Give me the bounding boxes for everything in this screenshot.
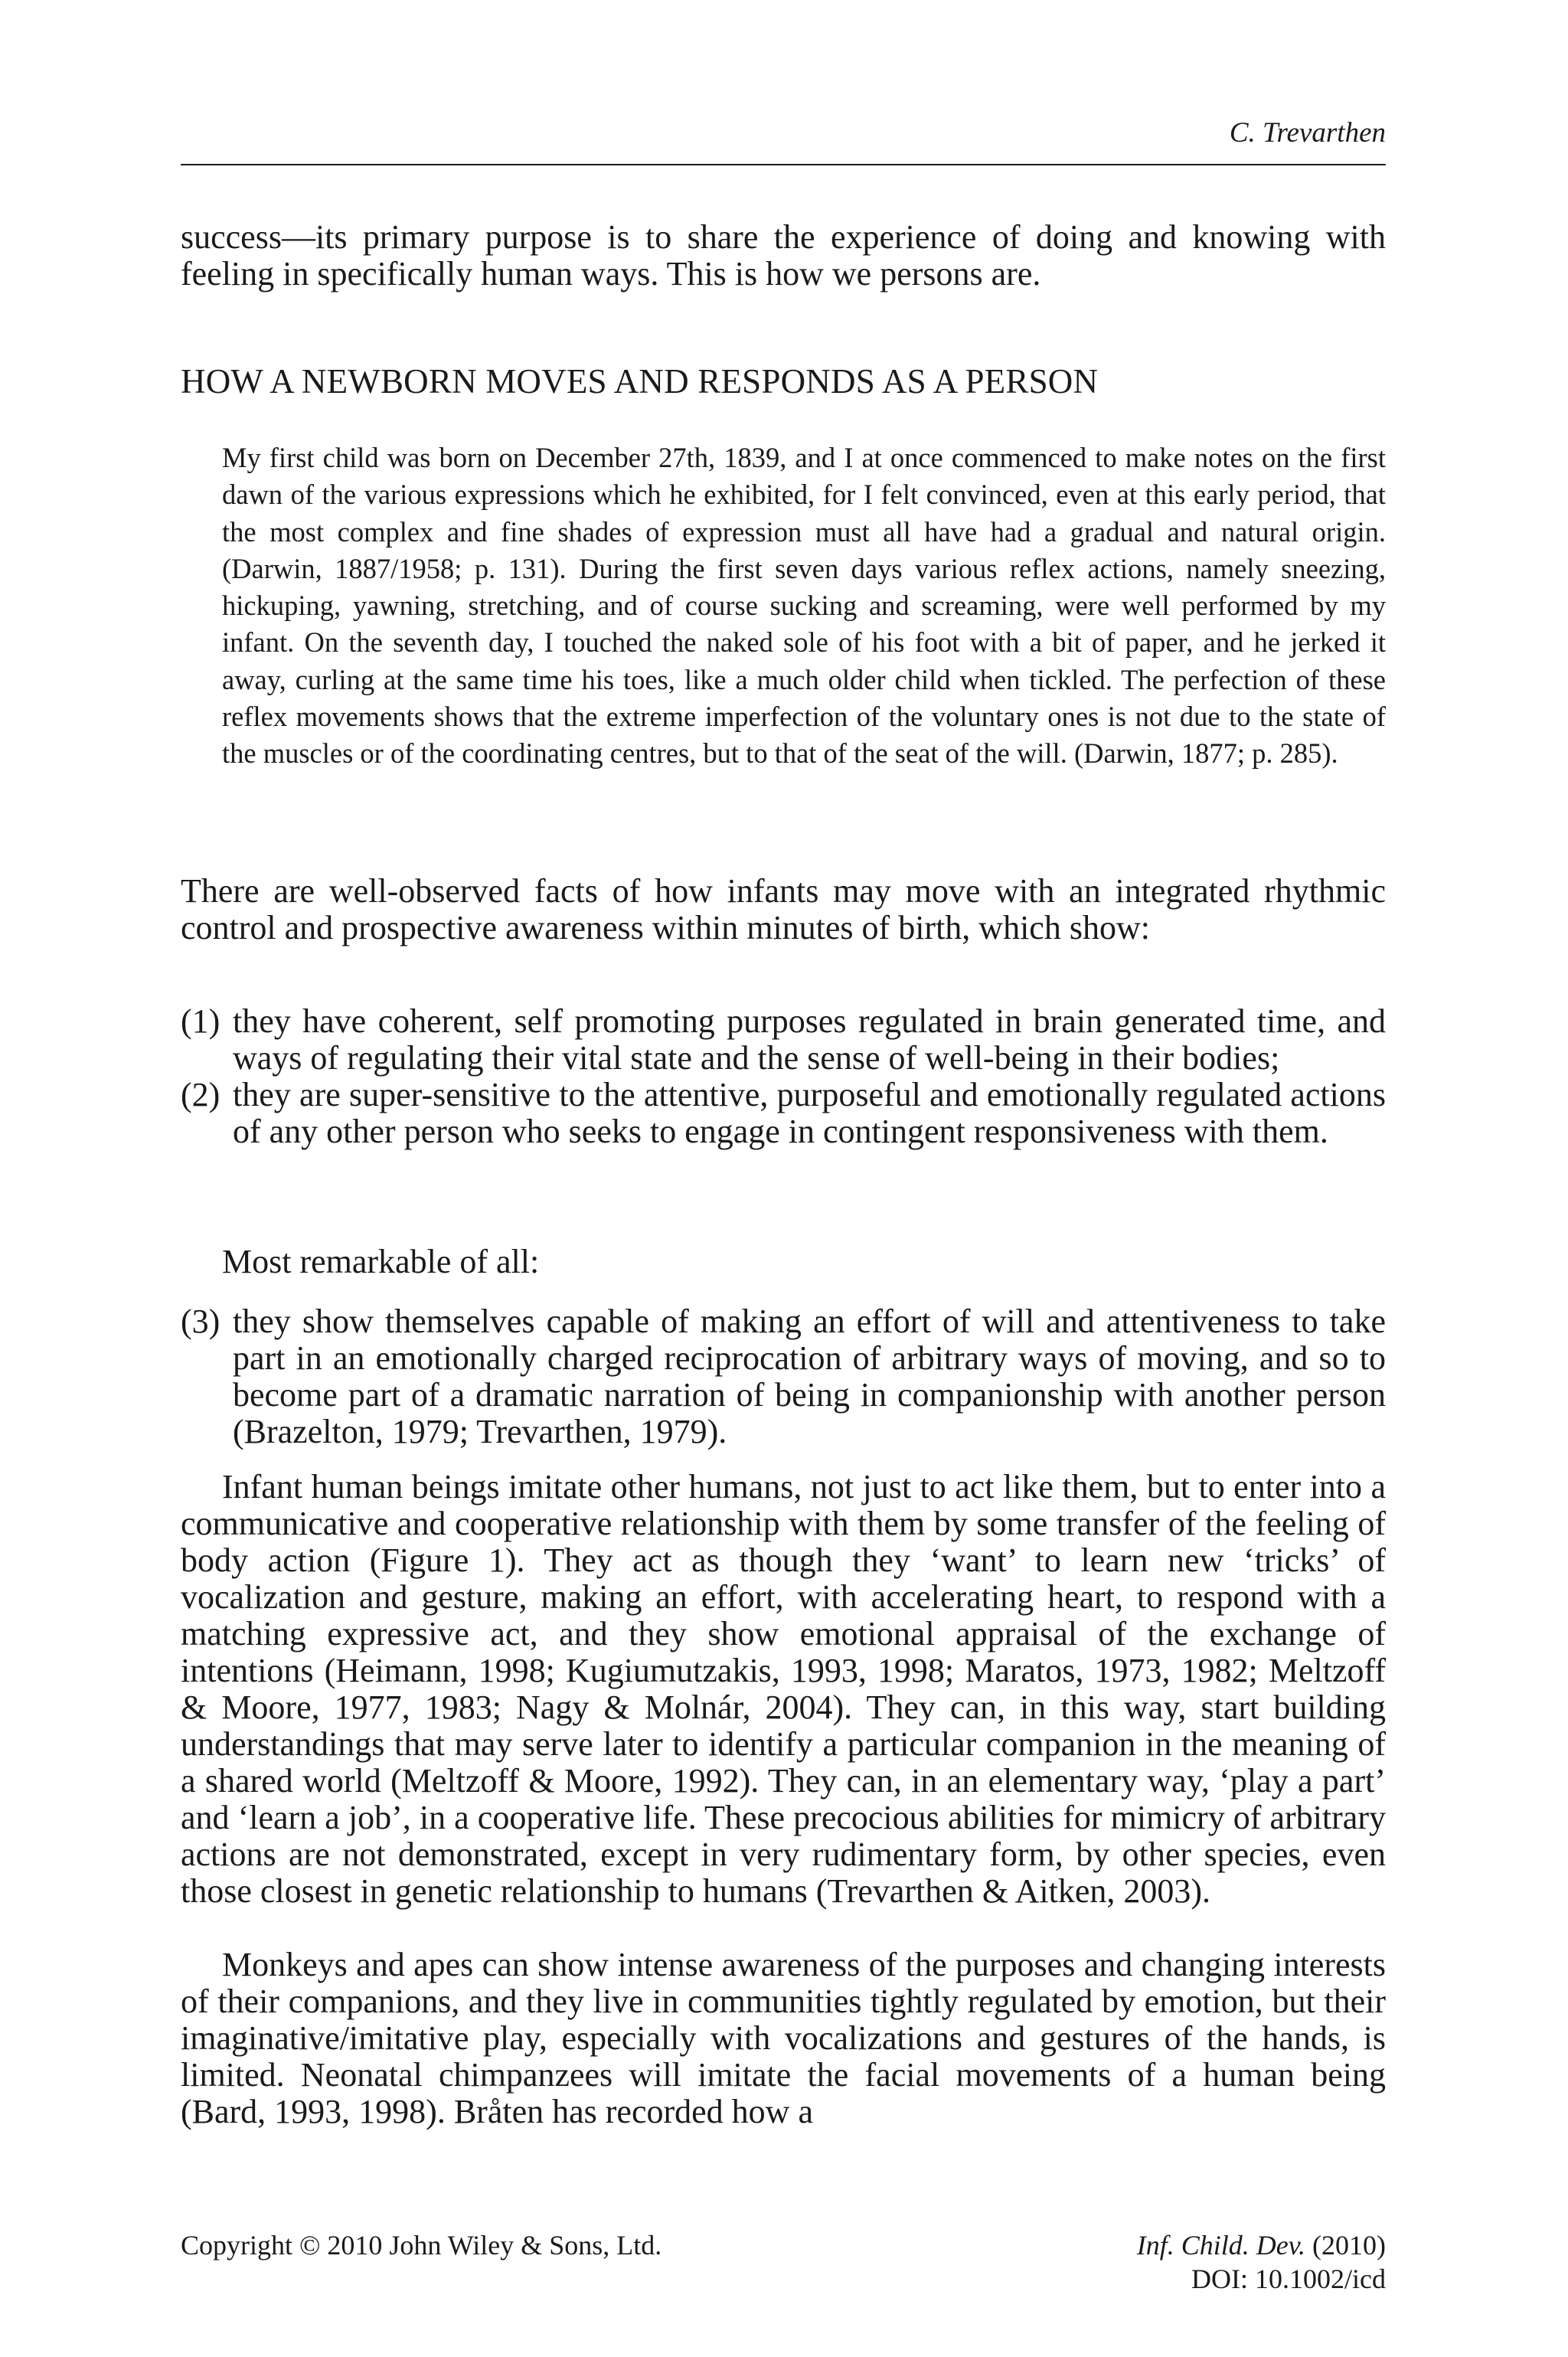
list-item-text: they show themselves capable of making an effort of will and attentiveness to take part in an emotionally charged reciprocation of arbitrary ways of moving, and so to become part of a dramatic narration of being in companionship with another person (Brazelton, 1979; Trevarthen, 1979). xyxy=(233,1303,1386,1450)
most-remarkable-line: Most remarkable of all: xyxy=(222,1243,540,1280)
journal-year: (2010) xyxy=(1312,2230,1386,2261)
paragraph-monkeys: Monkeys and apes can show intense awareness of the purposes and changing interests of their companions, and they live in communities tightly regulated by emotion, but their imaginative/imitative play, especially with vocalizations and gestures of the hands, is limited. Neonatal chimpanzees will imitate the facial movements of a human being (Bard, 1993, 1998). Bråten has recorded how a xyxy=(181,1946,1386,2130)
numbered-list-1 xyxy=(181,1003,1386,1150)
section-heading: HOW A NEWBORN MOVES AND RESPONDS AS A PERSON xyxy=(181,362,1099,400)
list-item-number: (1) xyxy=(181,1002,220,1040)
journal-line xyxy=(926,2228,1386,2262)
opening-paragraph: success—its primary purpose is to share the experience of doing and knowing with feeling in specifically human ways. This is how we persons are. xyxy=(181,218,1386,293)
intro-paragraph: There are well-observed facts of how infants may move with an integrated rhythmic control and prospective awareness within minutes of birth, which show: xyxy=(181,872,1386,946)
running-head: C. Trevarthen xyxy=(1229,117,1386,149)
paragraph-imitation: Infant human beings imitate other humans, not just to act like them, but to enter into a communicative and cooperative relationship with them by some transfer of the feeling of body action (Figure 1). They act as though they ‘want’ to learn new ‘tricks’ of vocalization and gesture, making an effort, with accelerating heart, to respond with a matching expressive act, and they show emotional appraisal of the exchange of intentions (Heimann, 1998; Kugiumutzakis, 1993, 1998; Maratos, 1973, 1982; Meltzoff & Moore, 1977, 1983; Nagy & Molnár, 2004). They can, in this way, start building understandings that may serve later to identify a particular companion in the meaning of a shared world (Meltzoff & Moore, 1992). They can, in an elementary way, ‘play a part’ and ‘learn a job’, in a cooperative life. These precocious abilities for mimicry of arbitrary actions are not demonstrated, except in very rudimentary form, by other species, even those closest in genetic relationship to humans (Trevarthen & Aitken, 2003). xyxy=(181,1468,1386,1910)
list-item xyxy=(181,1003,1386,1077)
block-quote: My first child was born on December 27th, 1839, and I at once commenced to make notes on the first dawn of the various expressions which he exhibited, for I felt convinced, even at this early period, that the most complex and fine shades of expression must all have had a gradual and natural origin. (Darwin, 1887/1958; p. 131). During the first seven days various reflex actions, namely sneezing, hickuping, yawning, stretching, and of course sucking and screaming, were well performed by my infant. On the seventh day, I touched the naked sole of his foot with a bit of paper, and he jerked it away, curling at the same time his toes, like a much older child when tickled. The perfection of these reflex movements shows that the extreme imperfection of the voluntary ones is not due to the state of the muscles or of the coordinating centres, but to that of the seat of the will. (Darwin, 1877; p. 285). xyxy=(222,442,1386,770)
journal-citation xyxy=(926,2228,1386,2296)
list-item-number: (3) xyxy=(181,1303,220,1340)
list-item-text: they are super-sensitive to the attentive, purposeful and emotionally regulated actions of any other person who seeks to engage in contingent responsiveness with them. xyxy=(233,1076,1386,1150)
copyright-notice: Copyright © 2010 John Wiley & Sons, Ltd. xyxy=(181,2230,662,2261)
numbered-list-2 xyxy=(181,1303,1386,1450)
list-item-number: (2) xyxy=(181,1076,220,1113)
doi: DOI: 10.1002/icd xyxy=(1191,2264,1386,2294)
list-item xyxy=(181,1303,1386,1450)
list-item xyxy=(181,1077,1386,1150)
list-item-text: they have coherent, self promoting purposes regulated in brain generated time, and ways of regulating their vital state and the sense of well-being in their bodies; xyxy=(233,1002,1386,1077)
header-rule xyxy=(181,164,1386,165)
journal-title: Inf. Child. Dev. xyxy=(1136,2230,1306,2261)
